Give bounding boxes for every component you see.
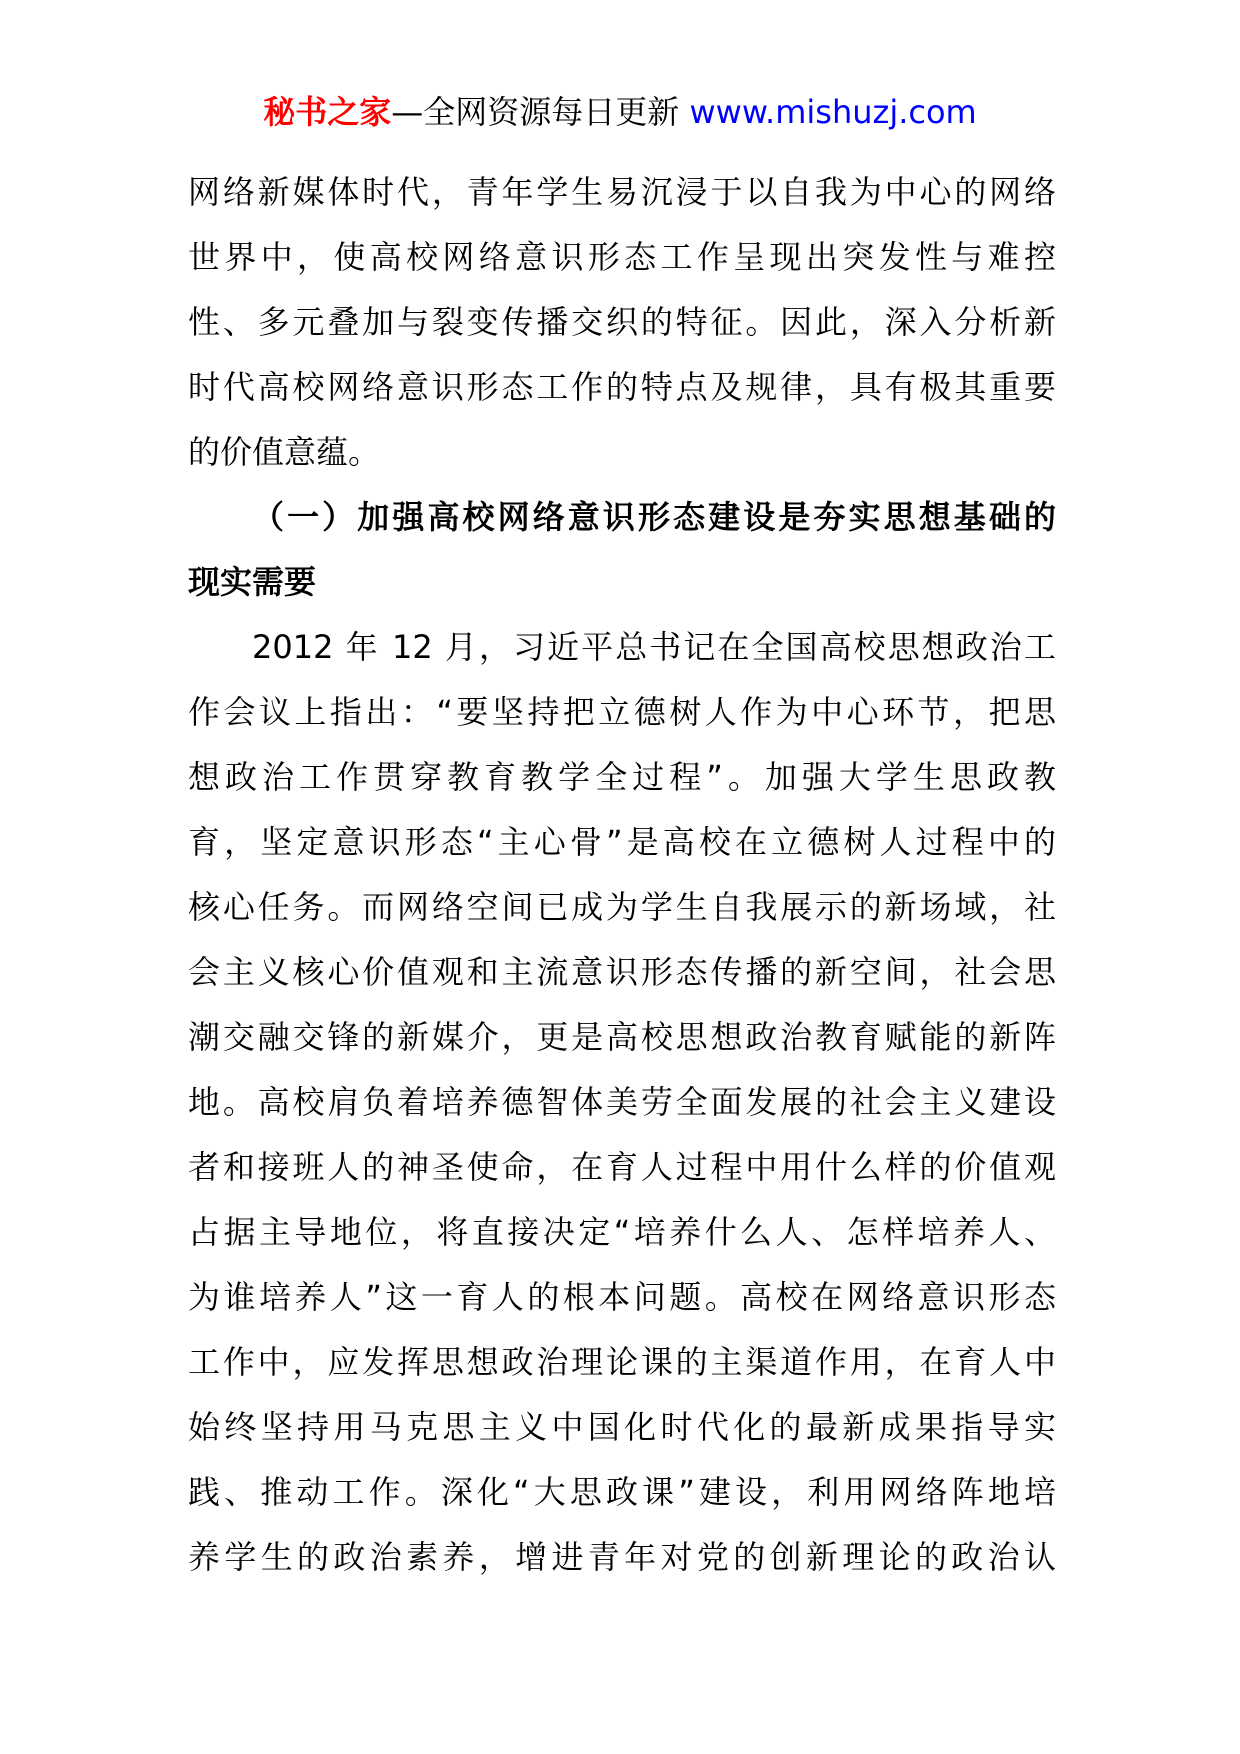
paragraph-line: 想政治工作贯穿教育教学全过程”。加强大学生思政教 [188, 758, 1056, 796]
brand-name: 秘书之家 [263, 93, 392, 131]
header-url[interactable]: www.mishuzj.com [689, 93, 977, 131]
paragraph-line: 潮交融交锋的新媒介，更是高校思想政治教育赋能的新阵 [188, 1018, 1056, 1056]
header-tagline: —全网资源每日更新 [391, 93, 680, 131]
paragraph-line: 为谁培养人”这一育人的根本问题。高校在网络意识形态 [188, 1278, 1056, 1316]
page-header [0, 92, 1240, 132]
paragraph-line: 践、推动工作。深化“大思政课”建设，利用网络阵地培 [188, 1473, 1056, 1511]
paragraph-line: 2012 年 12 月，习近平总书记在全国高校思想政治工 [252, 628, 1056, 666]
section-heading-line: 现实需要 [188, 563, 317, 601]
paragraph-line: 性、多元叠加与裂变传播交织的特征。因此，深入分析新 [188, 303, 1056, 341]
paragraph-line: 地。高校肩负着培养德智体美劳全面发展的社会主义建设 [188, 1083, 1056, 1121]
paragraph-line: 工作中，应发挥思想政治理论课的主渠道作用，在育人中 [188, 1343, 1056, 1381]
paragraph-line: 的价值意蕴。 [188, 433, 381, 471]
document-body [188, 160, 1056, 1590]
paragraph-line: 作会议上指出：“要坚持把立德树人作为中心环节，把思 [188, 693, 1056, 731]
paragraph-line: 占据主导地位，将直接决定“培养什么人、怎样培养人、 [188, 1213, 1056, 1251]
paragraph-line: 世界中，使高校网络意识形态工作呈现出突发性与难控 [188, 238, 1056, 276]
paragraph-line: 养学生的政治素养，增进青年对党的创新理论的政治认 [188, 1538, 1056, 1576]
paragraph-line: 会主义核心价值观和主流意识形态传播的新空间，社会思 [188, 953, 1056, 991]
section-heading-line: （一）加强高校网络意识形态建设是夯实思想基础的 [252, 498, 1056, 536]
paragraph-line: 时代高校网络意识形态工作的特点及规律，具有极其重要 [188, 368, 1056, 406]
paragraph-line: 育，坚定意识形态“主心骨”是高校在立德树人过程中的 [188, 823, 1056, 861]
paragraph-line: 者和接班人的神圣使命，在育人过程中用什么样的价值观 [188, 1148, 1056, 1186]
paragraph-line: 网络新媒体时代，青年学生易沉浸于以自我为中心的网络 [188, 173, 1056, 211]
paragraph-line: 核心任务。而网络空间已成为学生自我展示的新场域，社 [188, 888, 1056, 926]
paragraph-line: 始终坚持用马克思主义中国化时代化的最新成果指导实 [188, 1408, 1056, 1446]
